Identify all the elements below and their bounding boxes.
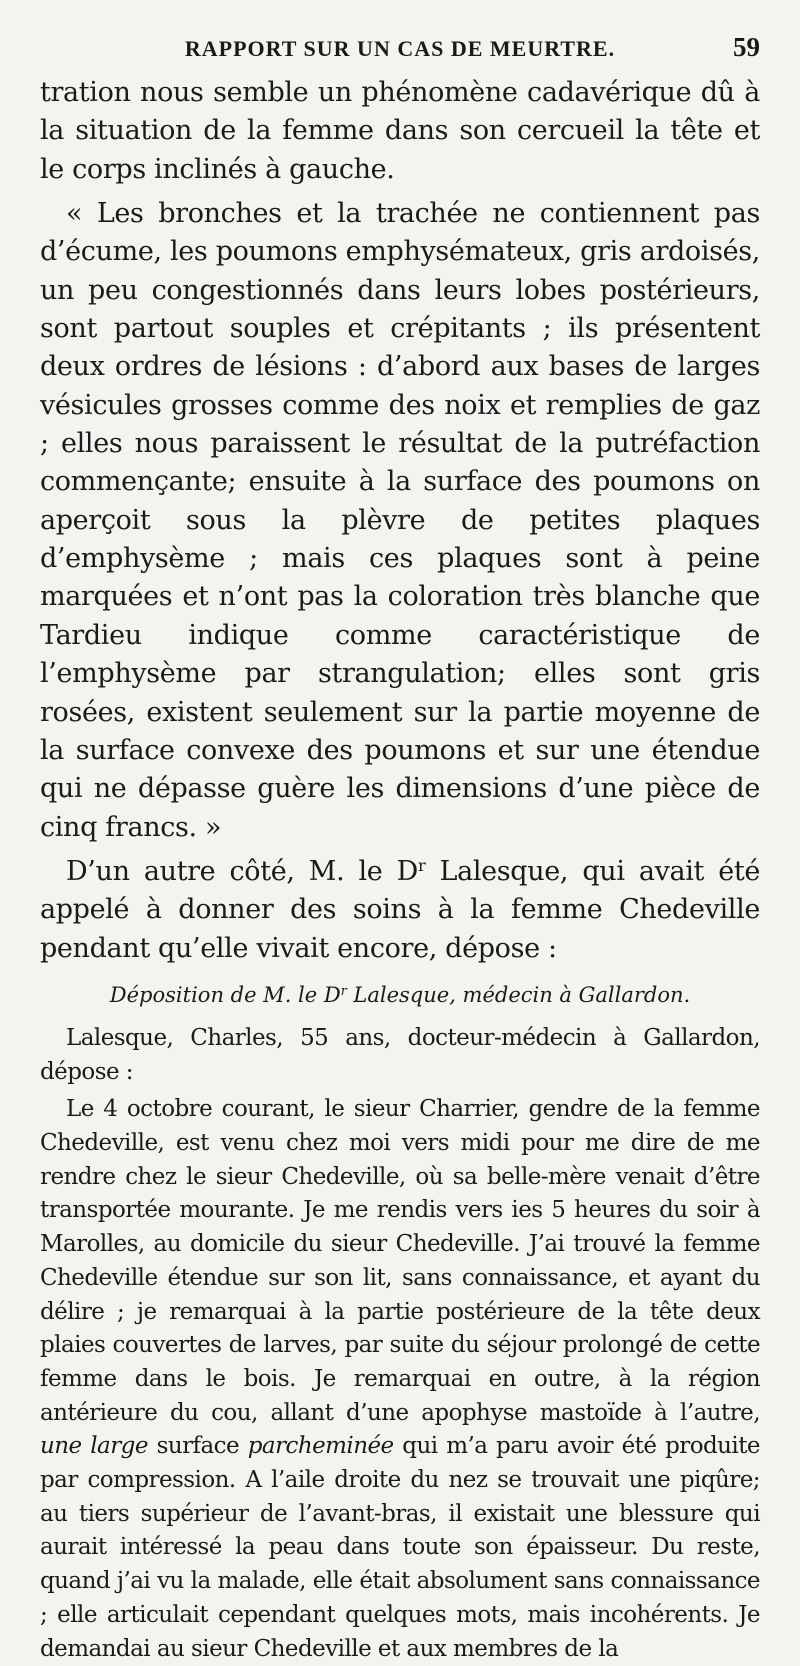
- heading-superscript: r: [340, 982, 347, 998]
- p3-text-b: Lalesque, qui avait été appelé à donner des soins à la femme Chedeville pendant qu’elle vivait encore, dépose :: [40, 855, 760, 964]
- p3-text-a: D’un autre côté, M. le D: [66, 855, 418, 887]
- p5-italic-parcheminee: parcheminée: [247, 1433, 394, 1460]
- paragraph-identity: Lalesque, Charles, 55 ans, docteur-médecin à Gallardon, dépose :: [40, 1024, 760, 1085]
- page-number: 59: [733, 32, 760, 62]
- page-header: [40, 28, 760, 74]
- paragraph-testimony: [40, 1093, 760, 1666]
- p5-text-c: qui m’a paru avoir été produite par compression. A l’aile droite du nez se trouvait une piqûre; au tiers supérieur de l’avant-bras, il existait une blessure qui aurait intéressé la peau dans toute son épaisseur. Du reste, quand j’ai vu la malade, elle était absolument sans connaissance ; elle articulait cependant quelques mots, mais incohérents. Je demandai au sieur Chedeville et aux membres de la: [40, 1433, 760, 1662]
- book-page: [40, 28, 760, 1666]
- running-title: RAPPORT SUR UN CAS DE MEURTRE.: [184, 36, 616, 61]
- paragraph-quote-lungs: « Les bronches et la trachée ne contiennent pas d’écume, les poumons emphysémateux, gris ardoisés, un peu congestionnés dans leurs lobes postérieurs, sont partout souples et crépitants ; ils présentent deux ordres de lésions : d’abord aux bases de larges vésicules grosses comme des noix et remplies de gaz ; elles nous paraissent le résultat de la putréfaction commençante; ensuite à la surface des poumons on aperçoit sous la plèvre de petites plaques d’emphysème ; mais ces plaques sont à peine marquées et n’ont pas la coloration très blanche que Tardieu indique comme caractéristique de l’emphysème par strangulation; elles sont gris rosées, existent seulement sur la partie moyenne de la surface convexe des poumons et sur une étendue qui ne dépasse guère les dimensions d’une pièce de cinq francs. »: [40, 198, 760, 843]
- heading-text-a: Déposition de M. le D: [109, 982, 341, 1007]
- p3-superscript: r: [417, 855, 426, 875]
- deposition-text: [40, 1022, 760, 1666]
- heading-text-b: Lalesque, médecin à Gallardon.: [346, 982, 691, 1007]
- p5-text-b: surface: [147, 1433, 248, 1460]
- p5-italic-large: une large: [40, 1433, 148, 1460]
- p5-text-a: Le 4 octobre courant, le sieur Charrier, gendre de la femme Chedeville, est venu chez moi vers midi pour me dire de me rendre chez le sieur Chedeville, où sa belle-mère venait d’être transportée mourante. Je me rendis vers ies 5 heures du soir à Marolles, au domicile du sieur Chedeville. J’ai trouvé la femme Chedeville étendue sur son lit, sans connaissance, et ayant du délire ; je remarquai à la partie postérieure de la tête deux plaies couvertes de larves, par suite du séjour prolongé de cette femme dans le bois. Je remarquai en outre, à la région antérieure du cou, allant d’une apophyse mastoïde à l’autre,: [40, 1096, 760, 1426]
- paragraph-other-side: [40, 853, 760, 968]
- paragraph-continuation: tration nous semble un phénomène cadavérique dû à la situation de la femme dans son cercueil la tête et le corps inclinés à gauche.: [40, 77, 760, 185]
- deposition-heading: [40, 980, 760, 1010]
- main-text: [40, 74, 760, 968]
